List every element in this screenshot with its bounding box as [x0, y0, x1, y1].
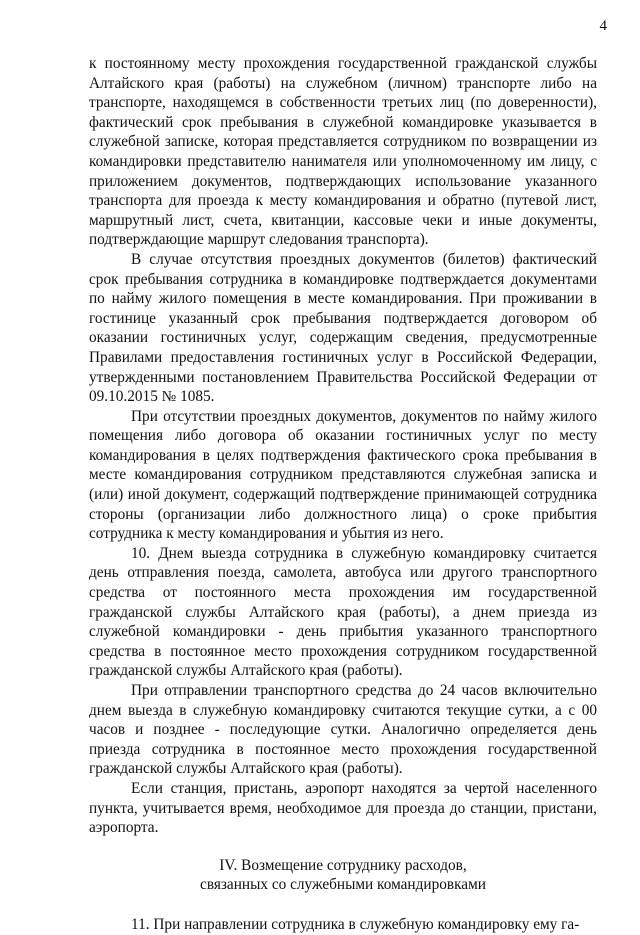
section-heading-line-1: IV. Возмещение сотруднику расходов,	[219, 856, 467, 874]
paragraph-no-travel-documents: В случае отсутствия проездных документов (билетов) фактический срок пребывания сотрудника в командировке подтверждается документами по найму жилого помещения в месте командирования. При проживании в гостинице указанный срок пребывания подтверждается договором об оказании гостиничных услуг, содержащим сведения, предусмотренные Правилами предоставления гостиничных услуг в Российской Федерации, утвержденными постановлением Правительства Российской Федерации от 09.10.2015 № 1085.	[89, 250, 597, 406]
paragraph-no-documents: При отсутствии проездных документов, документов по найму жилого помещения либо договора об оказании гостиничных услуг по месту командирования в целях подтверждения фактического срока пребывания в месте командирования сотрудником представляются служебная записка и (или) иной документ, содержащий подтверждение принимающей сотрудника стороны (организации либо должностного лица) о сроке прибытия сотрудника к месту командирования и убытия из него.	[89, 407, 597, 543]
section-heading	[89, 856, 597, 895]
paragraph-continuation: к постоянному месту прохождения государственной гражданской службы Алтайского края (работы) на служебном (личном) транспорте либо на транспорте, находящемся в собственности третьих лиц (по доверенности), фактический срок пребывания в служебной командировке указывается в служебной записке, которая представляется сотрудником по возвращении из командировки представителю нанимателя или уполномоченному им лицу, с приложением документов, подтверждающих использование указанного транспорта для проезда к месту командирования и обратно (путевой лист, маршрутный лист, счета, квитанции, кассовые чеки и иные документы, подтверждающие маршрут следования транспорта).	[89, 55, 597, 249]
paragraph-departure-24h: При отправлении транспортного средства до 24 часов включительно днем выезда в служебную командировку считаются текущие сутки, а с 00 часов и позднее - последующие сутки. Аналогично определяется день приезда сотрудника в постоянное место прохождения государственной гражданской службы Алтайского края (работы).	[89, 682, 597, 778]
section-heading-line-2: связанных со служебными командировками	[200, 876, 486, 894]
document-body	[89, 54, 597, 935]
paragraph-station-outside: Если станция, пристань, аэропорт находятся за чертой населенного пункта, учитывается время, необходимое для проезда до станции, пристани, аэропорта.	[89, 779, 597, 837]
paragraph-item-10: 10. Днем выезда сотрудника в служебную командировку считается день отправления поезда, самолета, автобуса или другого транспортного средства от постоянного места прохождения им государственной гражданской службы Алтайского края (работы), а днем приезда из служебной командировки - день прибытия указанного транспортного средства в постоянное место прохождения сотрудником государственной гражданской службы Алтайского края (работы).	[89, 544, 597, 680]
paragraph-item-11: 11. При направлении сотрудника в служебную командировку ему га-	[131, 915, 580, 933]
page-number: 4	[599, 18, 607, 34]
